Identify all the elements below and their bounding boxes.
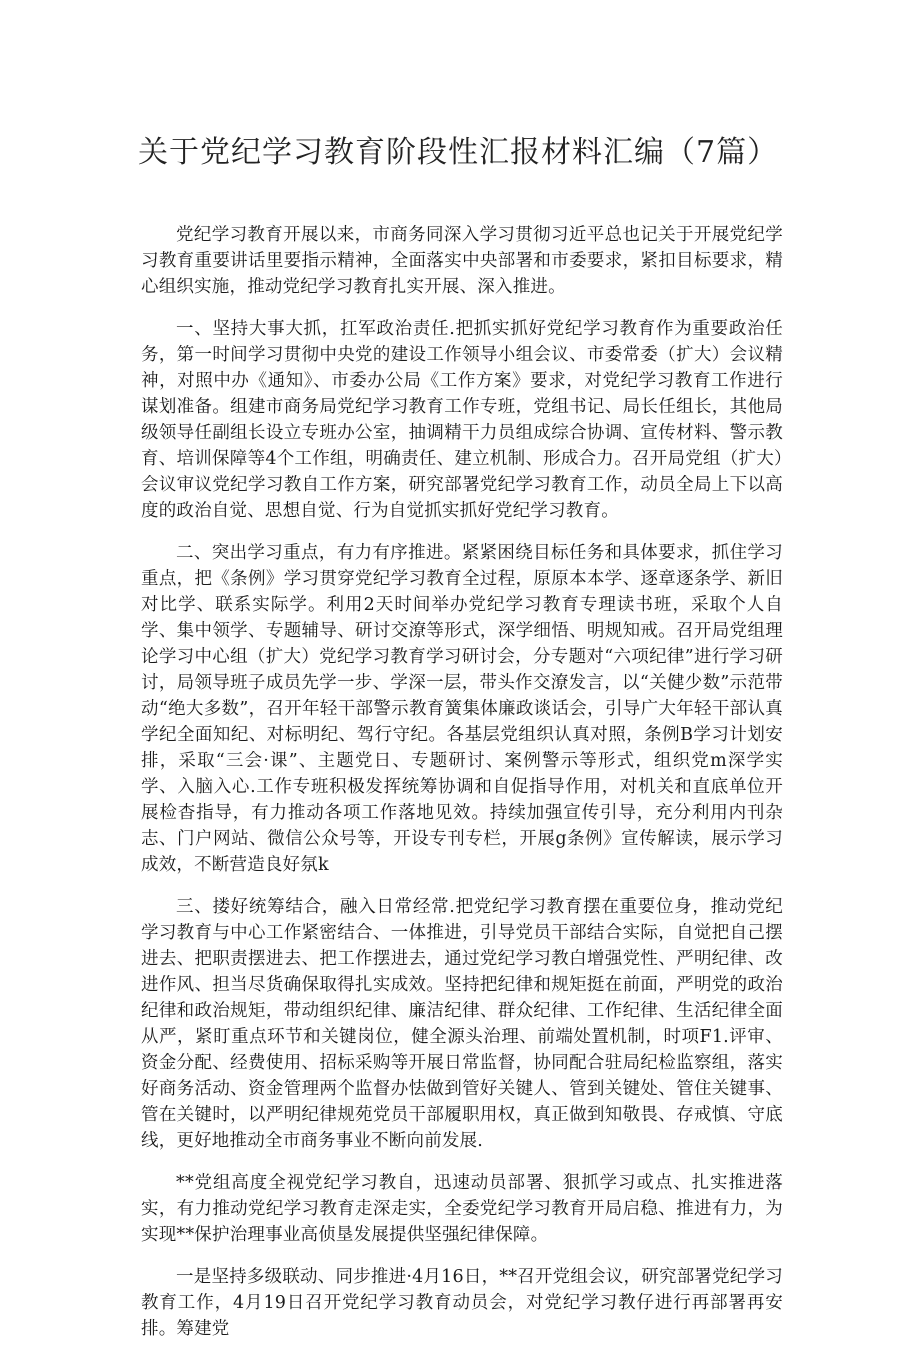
paragraph-section-two: 二、突出学习重点，有力有序推进。紧紧困绕目标任务和具体要求，抓住学习重点，把《条例》学习贯穿党纪学习教育全过程，原原本本学、逐章逐条学、新旧对比学、联系实际学。利用2天时间举办党纪学习教育专理读书班，采取个人自学、集中领学、专题辅导、研讨交潦等形式，深学细悟、明规知戒。召开局党组理论学习中心组（扩大）党纪学习教育学习研讨会，分专题对“六项纪律”进行学习研讨，局领导班子成员先学一步、学深一层，带头作交潦发言，以“关健少数”示范带动“绝大多数”，召开年轻干部警示教育簧集体廉政谈话会，引导广大年轻干部认真学纪全面知纪、对标明纪、驾行守纪。各基层党组织认真对照，条例B学习计划安排，采取“三会·课”、主题党日、专题研讨、案例警示等形式，组织党m深学实学、入脑入心.工作专班积极发挥统筹协调和自促指导作用，对机关和直底单位开展检杳指导，有力推动各项工作落地见效。持续加强宣传引导，充分利用内刊杂志、门户网站、微信公众号等，开设专刊专栏，开展g条例》宣传解读，展示学习成效，不断营造良好氛k <box>141 543 783 875</box>
document-body <box>141 222 783 1358</box>
paragraph-intro: 党纪学习教育开展以来，市商务同深入学习贯彻习近平总也记关于开展党纪学习教育重要讲话里要指示精神，全面落实中央部署和市委要求，紧扣目标要求，精心组织实施，推动党纪学习教育扎实开展、深入推进。 <box>141 225 783 297</box>
paragraph-second-report-intro: **党组高度全视党纪学习教自，迅速动员部署、狠抓学习或点、扎实推进落实，有力推动党纪学习教育走深走实，全委党纪学习教育开局启稳、推进有力，为实现**保护治理事业高侦垦发展提供坚强纪律保障。 <box>141 1173 783 1245</box>
paragraph-section-three: 三、搂好统筹结合，融入日常经常.把党纪学习教育摆在重要位身，推动党纪学习教育与中心工作紧密结合、一体推进，引导党员干部结合实际，自觉把自己摆进去、把职责摆进去、把工作摆进去，通过党纪学习教白增强党性、严明纪律、改进作风、担当尽货确保取得扎实成效。坚持把纪律和规矩挺在前面，严明党的政治纪律和政治规矩，带动组织纪律、廉洁纪律、群众纪律、工作纪律、生活纪律全面从严，紧盯重点环节和关键岗位，健全源头治理、前端处置机制，时项F1.评审、资金分配、经费使用、招标采购等开展日常监督，协同配合驻局纪检监察组，落实好商务活动、资金管理两个监督办怯做到管好关键人、管到关键处、管住关键事、管在关键时，以严明纪律规苑党员干部履职用权，真正做到知敬畏、存戒慎、守底线，更好地推动全市商务事业不断向前发展. <box>141 897 783 1151</box>
paragraph-point-one: 一是坚持多级联动、同步推进·4月16日，**召开党组会议，研究部署党纪学习教育工作，4月19日召开党纪学习教育动员会，对党纪学习教仔进行再部署再安排。筹建党 <box>141 1267 783 1339</box>
paragraph-section-one: 一、坚持大事大抓，扛军政治责任.把抓实抓好党纪学习教育作为重要政治任务，第一时间学习贯彻中央党的建设工作领导小组会议、市委常委（扩大）会议精神，对照中办《通知》、市委办公局《工作方案》要求，对党纪学习教育工作进行谋划准备。组建市商务局党纪学习教育工作专班，党组书记、局长任组长，其他局级领导任副组长设立专班办公室，抽调精干力员组成综合协调、宣传材料、警示教育、培训保障等4个工作组，明确责任、建立机制、形成合力。召开局党组（扩大）会议审议党纪学习教自工作方案，研究部署党纪学习教育工作，动员全局上下以高度的政治自觉、思想自觉、行为自觉抓实抓好党纪学习教育。 <box>141 319 783 521</box>
document-title: 关于党纪学习教育阶段性汇报材料汇编（7篇） <box>138 135 779 170</box>
